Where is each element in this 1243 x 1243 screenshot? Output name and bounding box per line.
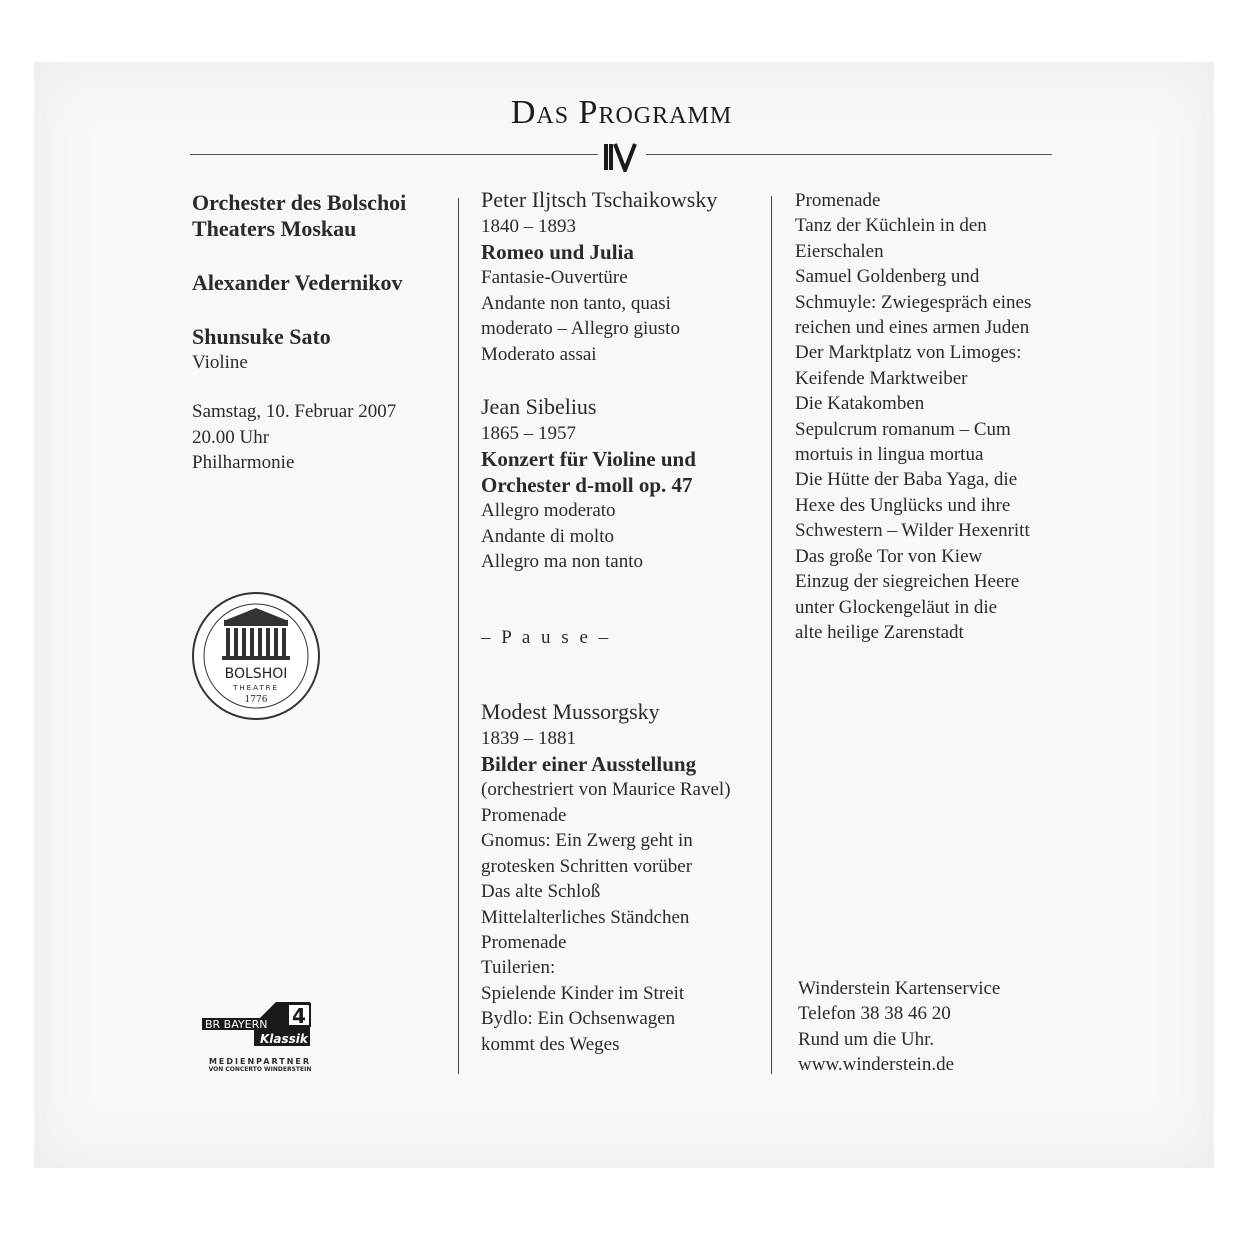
- movement: Schmuyle: Zwiegespräch eines: [795, 291, 1032, 313]
- composer-years: 1865 – 1957: [481, 423, 576, 445]
- header-rule-right: [646, 154, 1052, 155]
- movement: grotesken Schritten vorüber: [481, 855, 693, 877]
- movement: Moderato assai: [481, 343, 597, 365]
- composer-years: 1839 – 1881: [481, 728, 576, 750]
- movement: reichen und eines armen Juden: [795, 317, 1030, 339]
- svg-text:BOLSHOI: BOLSHOI: [224, 666, 288, 682]
- svg-text:4: 4: [292, 1004, 306, 1028]
- movement: Bydlo: Ein Ochsenwagen: [481, 1008, 676, 1030]
- bayern4-media-partner-logo: [200, 998, 320, 1078]
- work-title: Konzert für Violine und: [481, 447, 696, 472]
- movement: Fantasie-Ouvertüre: [481, 267, 628, 289]
- program-column-middle: [481, 186, 731, 1057]
- concert-venue: Philharmonie: [192, 452, 295, 474]
- movement: Hexe des Unglücks und ihre: [795, 494, 1011, 516]
- movement: unter Glockengeläut in die: [795, 596, 998, 618]
- movement: Andante di molto: [481, 525, 614, 547]
- media-partner-label: MEDIENPARTNER: [208, 1057, 312, 1066]
- soloist-instrument: Violine: [192, 352, 248, 373]
- movement: Der Marktplatz von Limoges:: [795, 342, 1022, 364]
- movement: Promenade: [481, 931, 567, 953]
- conductor-name: Alexander Vedernikov: [192, 270, 403, 295]
- soloist-name: Shunsuke Sato: [192, 324, 331, 349]
- ticket-hours: Rund um die Uhr.: [798, 1028, 935, 1050]
- svg-text:BR BAYERN: BR BAYERN: [205, 1018, 268, 1031]
- movement: Promenade: [795, 190, 881, 211]
- column-divider-right: [771, 196, 772, 1074]
- column-divider-left: [458, 198, 459, 1074]
- winderstein-logo-icon: [603, 142, 639, 172]
- movement: Samuel Goldenberg und: [795, 266, 980, 288]
- orchestra-name-line1: Orchester des Bolschoi: [192, 190, 407, 215]
- ticket-website[interactable]: www.winderstein.de: [798, 1054, 955, 1076]
- movement: Schwestern – Wilder Hexenritt: [795, 520, 1030, 542]
- movement: mortuis in lingua mortua: [795, 444, 984, 466]
- page-title: Das Programm: [510, 94, 733, 131]
- composer-tchaikovsky: Peter Iljtsch Tschaikowsky: [481, 187, 718, 212]
- movement: Einzug der siegreichen Heere: [795, 571, 1020, 593]
- intermission-label: – P a u s e –: [481, 626, 612, 648]
- ticket-service-name: Winderstein Kartenservice: [798, 978, 1001, 999]
- program-column-right: [795, 188, 1031, 645]
- movement: Andante non tanto, quasi: [481, 292, 671, 314]
- composer-years: 1840 – 1893: [481, 216, 576, 237]
- movement: kommt des Weges: [481, 1033, 620, 1055]
- svg-text:THEATRE: THEATRE: [233, 684, 279, 692]
- movement: Gnomus: Ein Zwerg geht in: [481, 830, 693, 852]
- ticket-phone: Telefon 38 38 46 20: [798, 1003, 951, 1025]
- work-title: Romeo und Julia: [481, 240, 634, 265]
- performers-column: [192, 190, 406, 476]
- movement: Mittelalterliches Ständchen: [481, 906, 690, 928]
- movement: Allegro moderato: [481, 500, 616, 522]
- composer-mussorgsky: Modest Mussorgsky: [481, 699, 660, 725]
- concert-date: Samstag, 10. Februar 2007: [192, 401, 397, 423]
- composer-sibelius: Jean Sibelius: [481, 394, 597, 420]
- movement: Die Katakomben: [795, 393, 925, 415]
- movement: Spielende Kinder im Streit: [481, 982, 685, 1004]
- media-partner-sublabel: VON CONCERTO WINDERSTEIN: [208, 1066, 312, 1073]
- work-title: Bilder einer Ausstellung: [481, 752, 697, 777]
- movement: Tanz der Küchlein in den: [795, 215, 987, 237]
- concert-time: 20.00 Uhr: [192, 426, 270, 448]
- movement: (orchestriert von Maurice Ravel): [481, 779, 731, 801]
- movement: Eierschalen: [795, 240, 884, 262]
- movement: Promenade: [481, 804, 567, 826]
- movement: Die Hütte der Baba Yaga, die: [795, 469, 1018, 491]
- bayern4-klassik-icon: [200, 998, 320, 1050]
- movement: Sepulcrum romanum – Cum: [795, 418, 1011, 440]
- movement: moderato – Allegro giusto: [481, 318, 680, 340]
- orchestra-name-line2: Theaters Moskau: [192, 216, 357, 241]
- header-rule-left: [190, 154, 598, 155]
- movement: Tuilerien:: [481, 957, 556, 979]
- movement: Keifende Marktweiber: [795, 367, 968, 389]
- bolshoi-theatre-logo: [190, 590, 322, 722]
- svg-text:1776: 1776: [244, 695, 268, 705]
- svg-text:Klassik: Klassik: [260, 1032, 308, 1046]
- movement: Allegro ma non tanto: [481, 551, 643, 573]
- ticket-service-block: [798, 976, 1000, 1078]
- work-title: Orchester d-moll op. 47: [481, 473, 693, 498]
- movement: Das alte Schloß: [481, 881, 601, 903]
- movement: alte heilige Zarenstadt: [795, 621, 964, 643]
- movement: Das große Tor von Kiew: [795, 545, 983, 567]
